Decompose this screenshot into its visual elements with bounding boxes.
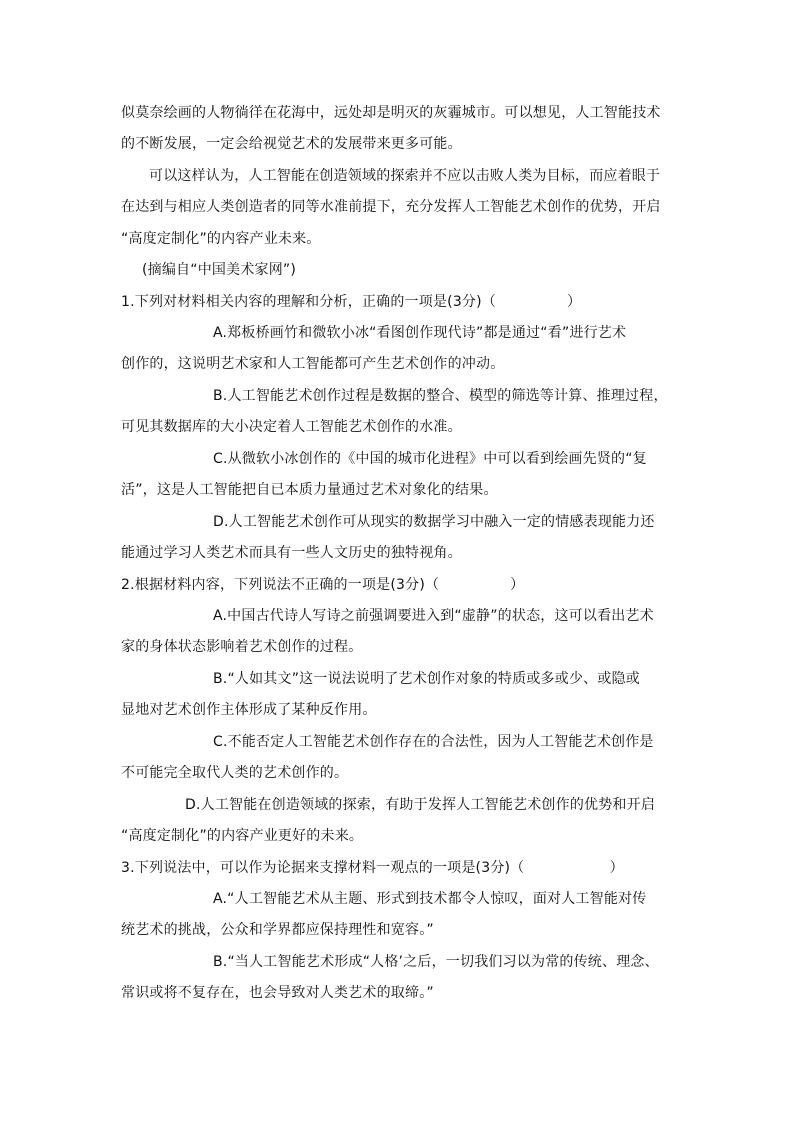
question-3-option-a-cont: 统艺术的挑战，公众和学界都应保持理性和宽容。” <box>121 922 434 938</box>
question-1-option-c-cont: 活”，这是人工智能把自已本质力量通过艺术对象化的结果。 <box>121 482 498 498</box>
body-text-line: 的不断发展，一定会给视觉艺术的发展带来更多可能。 <box>121 136 462 152</box>
body-text-line: 在达到与相应人类创造者的同等水准前提下，充分发挥人工智能艺术创作的优势，开启 <box>121 199 661 215</box>
question-2-option-a: A.中国古代诗人写诗之前强调要进入到“虚静”的状态，这可以看出艺术 <box>213 608 654 624</box>
question-2-option-a-cont: 家的身体状态影响着艺术创作的过程。 <box>121 639 363 655</box>
question-3-option-b-cont: 常识或将不复存在，也会导致对人类艺术的取缔。” <box>121 985 434 1001</box>
question-1-option-b-cont: 可见其数据库的大小决定着人工智能艺术创作的水准。 <box>121 419 462 435</box>
question-2-stem: 2.根据材料内容，下列说法不正确的一项是(3分)（ ） <box>121 577 525 593</box>
question-2-option-c-cont: 不可能完全取代人类的艺术创作的。 <box>121 765 349 781</box>
question-1-stem: 1.下列对材料相关内容的理解和分析，正确的一项是(3分)（ ） <box>121 294 582 310</box>
body-text-line: 似莫奈绘画的人物徜徉在花海中，远处却是明灭的灰霾城市。可以想见，人工智能技术 <box>121 105 661 121</box>
question-2-option-b-cont: 显地对艺术创作主体形成了某种反作用。 <box>121 702 377 718</box>
question-2-option-d: D.人工智能在创造领域的探索，有助于发挥人工智能艺术创作的优势和开启 <box>185 797 656 813</box>
question-1-option-b: B.人工智能艺术创作过程是数据的整合、模型的筛选等计算、推理过程， <box>213 388 668 404</box>
question-3-option-a: A.“人工智能艺术从主题、形式到技术都令人惊叹，面对人工智能对传 <box>213 891 647 907</box>
question-2-option-c: C.不能否定人工智能艺术创作存在的合法性，因为人工智能艺术创作是 <box>213 734 654 750</box>
question-3-option-b: B.“当人工智能艺术形成“人格’之后，一切我们习以为常的传统、理念、 <box>213 954 659 970</box>
question-2-option-d-cont: “高度定制化”的内容产业更好的未来。 <box>121 828 364 844</box>
question-3-stem: 3.下列说法中，可以作为论据来支撑材料一观点的一项是(3分)（ ） <box>121 860 624 876</box>
question-1-option-d-cont: 能通过学习人类艺术而具有一些人文历史的独特视角。 <box>121 545 462 561</box>
question-2-option-b: B.“人如其文”这一说法说明了艺术创作对象的特质或多或少、或隐或 <box>213 671 640 687</box>
body-text-line: “高度定制化”的内容产业未来。 <box>121 231 321 247</box>
question-1-option-a: A.郑板桥画竹和微软小冰“看图创作现代诗”都是通过“看”进行艺术 <box>213 325 627 341</box>
source-note: (摘编自“中国美术家网”) <box>142 262 297 278</box>
question-1-option-d: D.人工智能艺术创作可从现实的数据学习中融入一定的情感表现能力还 <box>213 514 655 530</box>
question-1-option-a-cont: 创作的，这说明艺术家和人工智能都可产生艺术创作的冲动。 <box>121 356 505 372</box>
question-1-option-c: C.从微软小冰创作的《中国的城市化进程》中可以看到绘画先贤的“复 <box>213 451 647 467</box>
body-text-line: 可以这样认为，人工智能在创造领域的探索并不应以击败人类为目标，而应着眼于 <box>149 168 661 184</box>
